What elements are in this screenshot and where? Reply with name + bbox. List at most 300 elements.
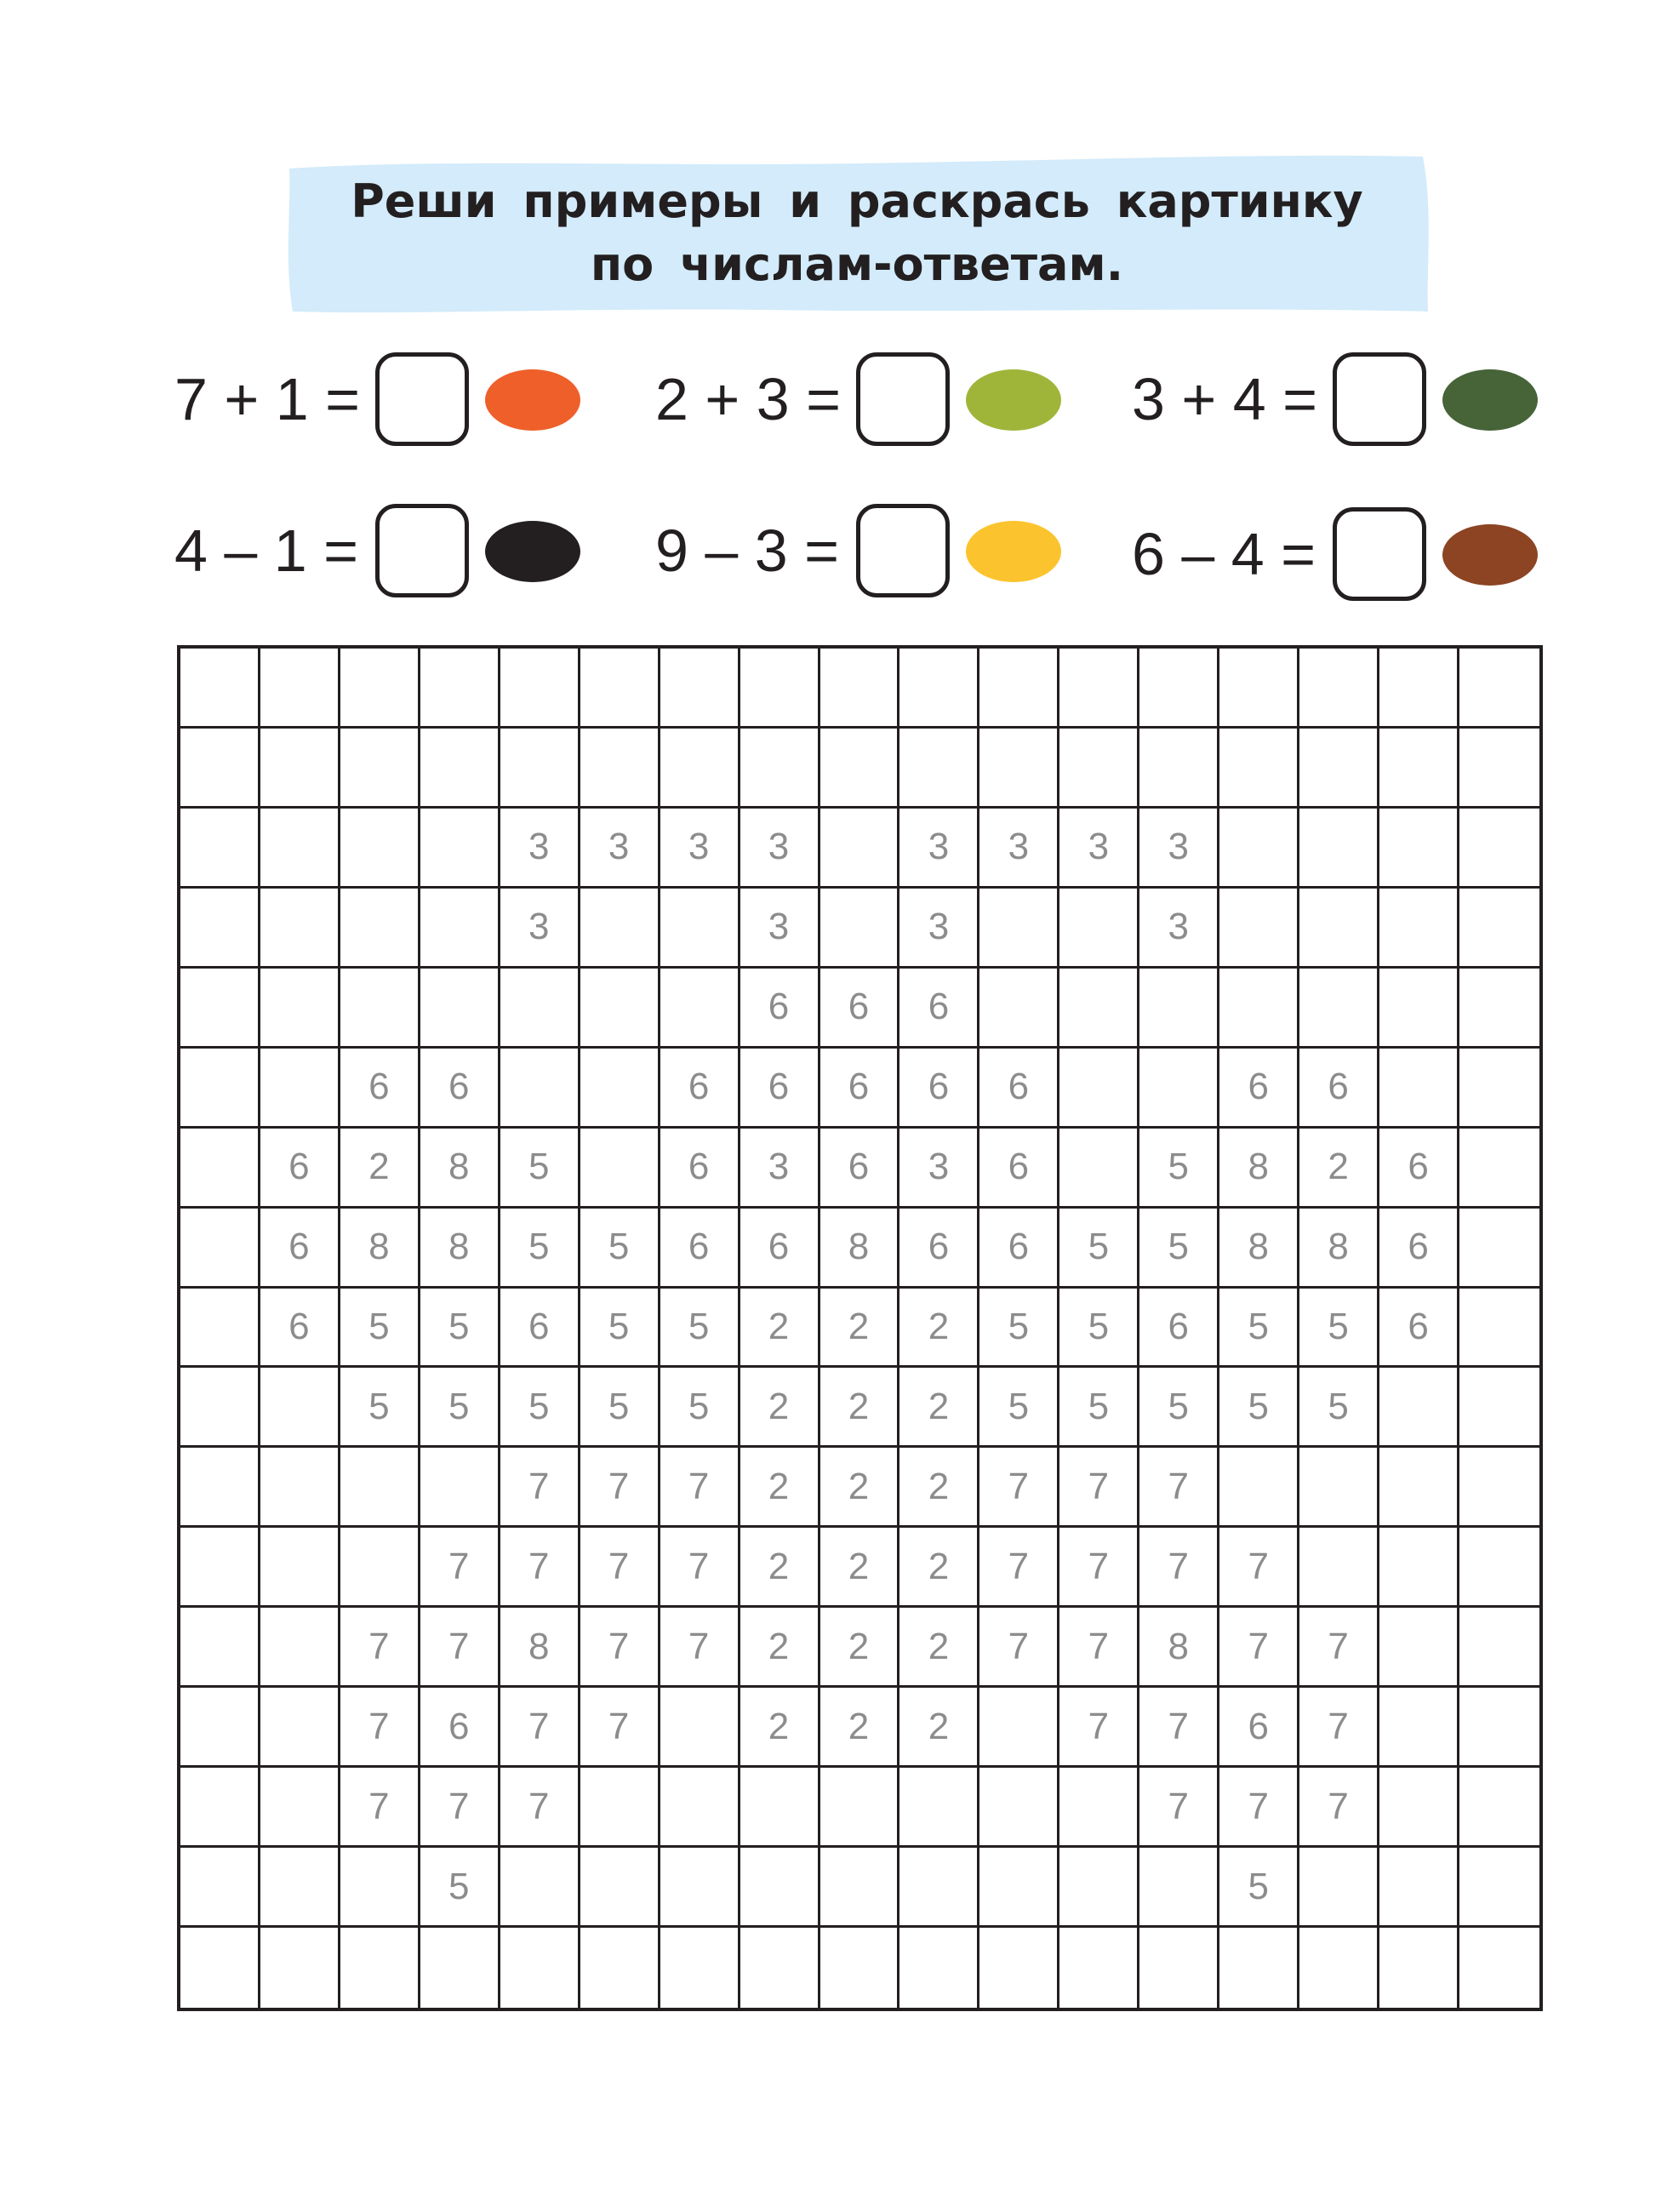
grid-cell[interactable] <box>1379 1768 1459 1848</box>
grid-cell[interactable] <box>340 1448 420 1528</box>
grid-cell[interactable]: 2 <box>899 1448 979 1528</box>
grid-cell[interactable] <box>580 1049 660 1129</box>
grid-cell[interactable]: 3 <box>740 809 820 889</box>
grid-cell[interactable] <box>1459 809 1539 889</box>
grid-cell[interactable] <box>180 1448 260 1528</box>
answer-box[interactable] <box>1333 352 1426 446</box>
grid-cell[interactable]: 6 <box>420 1049 500 1129</box>
grid-cell[interactable]: 2 <box>740 1448 820 1528</box>
grid-cell[interactable]: 5 <box>580 1289 660 1369</box>
grid-cell[interactable] <box>420 889 500 969</box>
grid-cell[interactable]: 7 <box>340 1608 420 1688</box>
grid-cell[interactable]: 7 <box>1059 1608 1139 1688</box>
grid-cell[interactable]: 2 <box>820 1448 900 1528</box>
grid-cell[interactable] <box>500 1928 580 2008</box>
grid-cell[interactable]: 5 <box>660 1289 740 1369</box>
grid-cell[interactable]: 5 <box>1059 1289 1139 1369</box>
grid-cell[interactable] <box>1219 729 1299 809</box>
grid-cell[interactable]: 3 <box>899 809 979 889</box>
grid-cell[interactable] <box>1379 1848 1459 1928</box>
grid-cell[interactable]: 5 <box>979 1368 1059 1448</box>
grid-cell[interactable] <box>820 889 900 969</box>
grid-cell[interactable]: 8 <box>820 1209 900 1289</box>
grid-cell[interactable] <box>1299 1528 1379 1608</box>
grid-cell[interactable] <box>979 1928 1059 2008</box>
grid-cell[interactable]: 5 <box>1059 1209 1139 1289</box>
grid-cell[interactable]: 2 <box>899 1688 979 1768</box>
grid-cell[interactable] <box>1379 1049 1459 1129</box>
grid-cell[interactable] <box>1299 969 1379 1049</box>
grid-cell[interactable] <box>1219 649 1299 729</box>
grid-cell[interactable] <box>1299 649 1379 729</box>
grid-cell[interactable] <box>260 1608 340 1688</box>
grid-cell[interactable] <box>420 1448 500 1528</box>
grid-cell[interactable]: 7 <box>660 1528 740 1608</box>
grid-cell[interactable]: 6 <box>740 1049 820 1129</box>
grid-cell[interactable] <box>979 1848 1059 1928</box>
grid-cell[interactable] <box>899 729 979 809</box>
grid-cell[interactable] <box>740 1848 820 1928</box>
grid-cell[interactable]: 2 <box>899 1368 979 1448</box>
grid-cell[interactable] <box>580 969 660 1049</box>
grid-cell[interactable]: 3 <box>899 889 979 969</box>
grid-cell[interactable] <box>1059 1848 1139 1928</box>
grid-cell[interactable]: 6 <box>1299 1049 1379 1129</box>
grid-cell[interactable]: 2 <box>899 1608 979 1688</box>
grid-cell[interactable]: 2 <box>340 1129 420 1209</box>
grid-cell[interactable] <box>1139 729 1219 809</box>
grid-cell[interactable]: 7 <box>580 1528 660 1608</box>
grid-cell[interactable] <box>180 809 260 889</box>
grid-cell[interactable]: 3 <box>979 809 1059 889</box>
grid-cell[interactable]: 8 <box>420 1129 500 1209</box>
grid-cell[interactable] <box>180 1049 260 1129</box>
grid-cell[interactable]: 7 <box>340 1768 420 1848</box>
grid-cell[interactable] <box>1379 649 1459 729</box>
grid-cell[interactable] <box>420 1928 500 2008</box>
grid-cell[interactable] <box>260 649 340 729</box>
grid-cell[interactable] <box>180 889 260 969</box>
grid-cell[interactable] <box>740 1768 820 1848</box>
grid-cell[interactable]: 7 <box>340 1688 420 1768</box>
grid-cell[interactable]: 6 <box>1219 1049 1299 1129</box>
grid-cell[interactable] <box>1299 1928 1379 2008</box>
grid-cell[interactable] <box>820 649 900 729</box>
grid-cell[interactable]: 6 <box>340 1049 420 1129</box>
grid-cell[interactable] <box>1139 649 1219 729</box>
grid-cell[interactable] <box>340 1848 420 1928</box>
grid-cell[interactable]: 7 <box>500 1448 580 1528</box>
grid-cell[interactable]: 7 <box>1219 1768 1299 1848</box>
grid-cell[interactable]: 7 <box>420 1608 500 1688</box>
grid-cell[interactable]: 8 <box>500 1608 580 1688</box>
grid-cell[interactable] <box>1299 809 1379 889</box>
grid-cell[interactable] <box>1299 1448 1379 1528</box>
grid-cell[interactable] <box>500 649 580 729</box>
example-expression: 2 + 3 = <box>655 366 841 432</box>
grid-cell[interactable]: 6 <box>899 1209 979 1289</box>
grid-cell[interactable] <box>180 1528 260 1608</box>
grid-cell[interactable] <box>340 969 420 1049</box>
grid-cell[interactable]: 2 <box>1299 1129 1379 1209</box>
grid-cell[interactable]: 7 <box>1139 1688 1219 1768</box>
grid-cell[interactable]: 5 <box>1059 1368 1139 1448</box>
grid-cell[interactable] <box>979 969 1059 1049</box>
grid-cell[interactable] <box>180 1608 260 1688</box>
example-expression: 9 – 3 = <box>655 517 840 584</box>
grid-cell[interactable] <box>340 1928 420 2008</box>
grid-cell[interactable]: 6 <box>979 1209 1059 1289</box>
grid-cell[interactable] <box>1459 1608 1539 1688</box>
grid-cell[interactable] <box>260 969 340 1049</box>
grid-cell[interactable]: 3 <box>1139 889 1219 969</box>
grid-cell[interactable]: 7 <box>979 1608 1059 1688</box>
grid-cell[interactable] <box>260 1049 340 1129</box>
grid-cell[interactable] <box>500 1848 580 1928</box>
grid-cell[interactable]: 7 <box>500 1528 580 1608</box>
grid-cell[interactable] <box>260 729 340 809</box>
grid-cell[interactable]: 6 <box>740 1209 820 1289</box>
grid-cell[interactable]: 3 <box>500 889 580 969</box>
grid-cell[interactable] <box>340 649 420 729</box>
grid-cell[interactable] <box>180 649 260 729</box>
grid-cell[interactable] <box>1379 809 1459 889</box>
grid-cell[interactable] <box>420 969 500 1049</box>
grid-cell[interactable] <box>1459 1289 1539 1369</box>
grid-cell[interactable] <box>1459 1848 1539 1928</box>
grid-cell[interactable] <box>820 729 900 809</box>
grid-cell[interactable]: 3 <box>899 1129 979 1209</box>
grid-cell[interactable] <box>1459 1129 1539 1209</box>
grid-cell[interactable] <box>1059 1129 1139 1209</box>
grid-cell[interactable]: 6 <box>260 1289 340 1369</box>
grid-cell[interactable] <box>979 1688 1059 1768</box>
grid-cell[interactable] <box>660 1928 740 2008</box>
grid-cell[interactable] <box>180 1289 260 1369</box>
grid-cell[interactable]: 6 <box>899 1049 979 1129</box>
grid-cell[interactable] <box>500 1049 580 1129</box>
grid-cell[interactable]: 7 <box>1299 1608 1379 1688</box>
grid-cell[interactable] <box>899 1848 979 1928</box>
grid-cell[interactable] <box>180 729 260 809</box>
grid-cell[interactable]: 7 <box>1059 1688 1139 1768</box>
grid-cell[interactable] <box>180 1688 260 1768</box>
grid-cell[interactable]: 6 <box>1379 1129 1459 1209</box>
grid-cell[interactable] <box>660 1848 740 1928</box>
grid-cell[interactable]: 8 <box>340 1209 420 1289</box>
grid-cell[interactable]: 8 <box>1299 1209 1379 1289</box>
grid-cell[interactable] <box>260 1448 340 1528</box>
grid-cell[interactable] <box>260 1848 340 1928</box>
grid-cell[interactable]: 2 <box>740 1688 820 1768</box>
grid-cell[interactable]: 7 <box>580 1448 660 1528</box>
grid-cell[interactable] <box>1059 729 1139 809</box>
grid-cell[interactable]: 2 <box>899 1528 979 1608</box>
grid-cell[interactable] <box>1459 889 1539 969</box>
grid-cell[interactable]: 2 <box>820 1608 900 1688</box>
grid-cell[interactable] <box>580 1129 660 1209</box>
grid-cell[interactable]: 5 <box>340 1368 420 1448</box>
grid-cell[interactable] <box>979 1768 1059 1848</box>
grid-cell[interactable] <box>899 1768 979 1848</box>
grid-cell[interactable]: 5 <box>1139 1129 1219 1209</box>
grid-cell[interactable]: 6 <box>260 1129 340 1209</box>
grid-cell[interactable]: 7 <box>1139 1448 1219 1528</box>
answer-box[interactable] <box>375 504 469 597</box>
grid-cell[interactable] <box>260 1768 340 1848</box>
grid-cell[interactable] <box>1459 729 1539 809</box>
grid-cell[interactable] <box>180 1209 260 1289</box>
grid-cell[interactable]: 6 <box>660 1049 740 1129</box>
grid-cell[interactable] <box>420 649 500 729</box>
grid-cell[interactable] <box>340 889 420 969</box>
grid-cell[interactable]: 5 <box>1299 1289 1379 1369</box>
grid-cell[interactable] <box>899 649 979 729</box>
grid-cell[interactable]: 5 <box>1219 1848 1299 1928</box>
grid-cell[interactable] <box>1379 1688 1459 1768</box>
answer-box[interactable] <box>375 352 469 446</box>
grid-cell[interactable]: 5 <box>420 1368 500 1448</box>
grid-cell[interactable]: 3 <box>740 1129 820 1209</box>
grid-cell[interactable] <box>180 1129 260 1209</box>
grid-cell[interactable] <box>1139 969 1219 1049</box>
grid-cell[interactable] <box>1059 1928 1139 2008</box>
grid-cell[interactable]: 5 <box>580 1209 660 1289</box>
grid-cell[interactable]: 7 <box>580 1608 660 1688</box>
grid-cell[interactable] <box>1219 1448 1299 1528</box>
grid-cell[interactable]: 6 <box>660 1129 740 1209</box>
grid-cell[interactable] <box>340 1528 420 1608</box>
grid-cell[interactable] <box>180 1368 260 1448</box>
grid-cell[interactable] <box>180 969 260 1049</box>
grid-cell[interactable] <box>1219 809 1299 889</box>
grid-cell[interactable]: 8 <box>1219 1129 1299 1209</box>
grid-cell[interactable] <box>580 649 660 729</box>
grid-cell[interactable]: 2 <box>740 1608 820 1688</box>
grid-cell[interactable]: 7 <box>1219 1608 1299 1688</box>
grid-cell[interactable] <box>1059 969 1139 1049</box>
grid-cell[interactable] <box>1459 1049 1539 1129</box>
grid-cell[interactable]: 7 <box>420 1768 500 1848</box>
grid-cell[interactable] <box>1299 1848 1379 1928</box>
grid-cell[interactable] <box>1379 1608 1459 1688</box>
grid-cell[interactable]: 6 <box>260 1209 340 1289</box>
grid-cell[interactable]: 3 <box>1139 809 1219 889</box>
grid-cell[interactable] <box>1379 729 1459 809</box>
grid-cell[interactable] <box>180 1768 260 1848</box>
grid-cell[interactable] <box>1459 1448 1539 1528</box>
grid-cell[interactable] <box>1379 969 1459 1049</box>
grid-cell[interactable] <box>420 729 500 809</box>
color-swatch-black <box>485 521 580 582</box>
grid-cell[interactable]: 7 <box>979 1528 1059 1608</box>
grid-cell[interactable]: 5 <box>500 1129 580 1209</box>
grid-cell[interactable]: 5 <box>1219 1368 1299 1448</box>
grid-cell[interactable] <box>1059 889 1139 969</box>
grid-cell[interactable] <box>180 1848 260 1928</box>
grid-cell[interactable]: 6 <box>660 1209 740 1289</box>
grid-cell[interactable]: 6 <box>1379 1209 1459 1289</box>
grid-cell[interactable] <box>580 1928 660 2008</box>
grid-cell[interactable]: 5 <box>420 1848 500 1928</box>
grid-cell[interactable]: 5 <box>500 1209 580 1289</box>
grid-cell[interactable] <box>1459 1368 1539 1448</box>
grid-cell[interactable]: 5 <box>420 1289 500 1369</box>
grid-cell[interactable]: 2 <box>820 1368 900 1448</box>
grid-cell[interactable] <box>820 1928 900 2008</box>
grid-cell[interactable] <box>1379 1528 1459 1608</box>
grid-cell[interactable] <box>660 649 740 729</box>
grid-cell[interactable] <box>1459 1688 1539 1768</box>
grid-cell[interactable] <box>1459 649 1539 729</box>
color-swatch-dark-green <box>1442 369 1538 431</box>
grid-cell[interactable]: 7 <box>420 1528 500 1608</box>
grid-cell[interactable] <box>340 729 420 809</box>
grid-cell[interactable]: 7 <box>1299 1688 1379 1768</box>
grid-cell[interactable] <box>260 1528 340 1608</box>
grid-cell[interactable] <box>1379 1928 1459 2008</box>
grid-cell[interactable] <box>340 809 420 889</box>
grid-cell[interactable]: 3 <box>580 809 660 889</box>
grid-cell[interactable] <box>1459 1928 1539 2008</box>
grid-cell[interactable] <box>260 809 340 889</box>
grid-cell[interactable]: 8 <box>1219 1209 1299 1289</box>
grid-cell[interactable] <box>1219 969 1299 1049</box>
grid-cell[interactable]: 7 <box>580 1688 660 1768</box>
grid-cell[interactable]: 5 <box>979 1289 1059 1369</box>
grid-cell[interactable] <box>1219 889 1299 969</box>
grid-cell[interactable] <box>1139 1928 1219 2008</box>
grid-cell[interactable]: 6 <box>979 1049 1059 1129</box>
grid-cell[interactable]: 6 <box>740 969 820 1049</box>
grid-cell[interactable]: 6 <box>420 1688 500 1768</box>
grid-cell[interactable]: 8 <box>1139 1608 1219 1688</box>
grid-cell[interactable] <box>260 1928 340 2008</box>
grid-cell[interactable] <box>740 729 820 809</box>
grid-cell[interactable] <box>1299 729 1379 809</box>
grid-cell[interactable] <box>979 649 1059 729</box>
grid-cell[interactable] <box>1139 1848 1219 1928</box>
grid-cell[interactable]: 7 <box>500 1688 580 1768</box>
grid-cell[interactable] <box>660 729 740 809</box>
grid-cell[interactable]: 6 <box>899 969 979 1049</box>
grid-cell[interactable]: 2 <box>740 1368 820 1448</box>
grid-cell[interactable]: 2 <box>740 1289 820 1369</box>
grid-cell[interactable] <box>1299 889 1379 969</box>
grid-cell[interactable]: 5 <box>1299 1368 1379 1448</box>
grid-cell[interactable] <box>580 729 660 809</box>
grid-cell[interactable] <box>260 1688 340 1768</box>
grid-cell[interactable]: 6 <box>820 1129 900 1209</box>
answer-box[interactable] <box>856 504 950 597</box>
grid-cell[interactable]: 6 <box>1139 1289 1219 1369</box>
grid-cell[interactable]: 8 <box>420 1209 500 1289</box>
grid-cell[interactable] <box>820 1768 900 1848</box>
grid-cell[interactable] <box>820 809 900 889</box>
grid-cell[interactable]: 7 <box>660 1448 740 1528</box>
grid-cell[interactable]: 3 <box>500 809 580 889</box>
grid-cell[interactable] <box>500 969 580 1049</box>
grid-cell[interactable] <box>660 969 740 1049</box>
grid-cell[interactable] <box>1379 889 1459 969</box>
grid-cell[interactable] <box>1059 649 1139 729</box>
grid-cell[interactable]: 5 <box>660 1368 740 1448</box>
grid-cell[interactable]: 3 <box>740 889 820 969</box>
grid-cell[interactable] <box>740 649 820 729</box>
grid-cell[interactable]: 5 <box>500 1368 580 1448</box>
grid-cell[interactable]: 2 <box>820 1289 900 1369</box>
grid-cell[interactable]: 7 <box>500 1768 580 1848</box>
grid-cell[interactable]: 2 <box>820 1528 900 1608</box>
grid-cell[interactable]: 5 <box>580 1368 660 1448</box>
grid-cell[interactable]: 7 <box>1139 1528 1219 1608</box>
grid-cell[interactable]: 7 <box>1219 1528 1299 1608</box>
grid-cell[interactable] <box>740 1928 820 2008</box>
grid-cell[interactable] <box>1379 1368 1459 1448</box>
grid-cell[interactable]: 2 <box>899 1289 979 1369</box>
grid-cell[interactable]: 6 <box>1379 1289 1459 1369</box>
grid-cell[interactable] <box>979 889 1059 969</box>
grid-cell[interactable] <box>1219 1928 1299 2008</box>
answer-box[interactable] <box>856 352 950 446</box>
answer-box[interactable] <box>1333 507 1426 601</box>
grid-cell[interactable] <box>180 1928 260 2008</box>
grid-cell[interactable]: 7 <box>660 1608 740 1688</box>
grid-cell[interactable] <box>260 1368 340 1448</box>
grid-cell[interactable]: 5 <box>1139 1368 1219 1448</box>
example-expression: 4 – 1 = <box>174 517 359 584</box>
grid-cell[interactable] <box>1459 1209 1539 1289</box>
grid-cell[interactable]: 2 <box>740 1528 820 1608</box>
grid-cell[interactable]: 5 <box>1139 1209 1219 1289</box>
grid-cell[interactable] <box>1459 969 1539 1049</box>
grid-cell[interactable] <box>500 729 580 809</box>
grid-cell[interactable] <box>580 1768 660 1848</box>
grid-cell[interactable] <box>580 1848 660 1928</box>
grid-cell[interactable]: 7 <box>1139 1768 1219 1848</box>
grid-cell[interactable] <box>1459 1528 1539 1608</box>
grid-cell[interactable]: 3 <box>1059 809 1139 889</box>
grid-cell[interactable] <box>660 1688 740 1768</box>
grid-cell[interactable]: 6 <box>1219 1688 1299 1768</box>
grid-cell[interactable]: 2 <box>820 1688 900 1768</box>
grid-cell[interactable] <box>420 809 500 889</box>
grid-cell[interactable]: 7 <box>1059 1528 1139 1608</box>
grid-cell[interactable] <box>1379 1448 1459 1528</box>
grid-cell[interactable]: 6 <box>979 1129 1059 1209</box>
grid-cell[interactable] <box>580 889 660 969</box>
grid-cell[interactable] <box>1459 1768 1539 1848</box>
grid-cell[interactable]: 6 <box>820 969 900 1049</box>
grid-cell[interactable] <box>660 1768 740 1848</box>
grid-cell[interactable] <box>660 889 740 969</box>
grid-cell[interactable] <box>979 729 1059 809</box>
grid-cell[interactable] <box>1139 1049 1219 1129</box>
grid-cell[interactable]: 3 <box>660 809 740 889</box>
grid-cell[interactable] <box>1059 1049 1139 1129</box>
grid-cell[interactable]: 6 <box>500 1289 580 1369</box>
grid-cell[interactable]: 5 <box>1219 1289 1299 1369</box>
grid-cell[interactable] <box>260 889 340 969</box>
grid-cell[interactable]: 5 <box>340 1289 420 1369</box>
grid-cell[interactable] <box>820 1848 900 1928</box>
grid-cell[interactable] <box>899 1928 979 2008</box>
grid-cell[interactable]: 7 <box>1299 1768 1379 1848</box>
grid-cell[interactable]: 7 <box>1059 1448 1139 1528</box>
grid-cell[interactable]: 7 <box>979 1448 1059 1528</box>
grid-cell[interactable] <box>1059 1768 1139 1848</box>
grid-cell[interactable]: 6 <box>820 1049 900 1129</box>
